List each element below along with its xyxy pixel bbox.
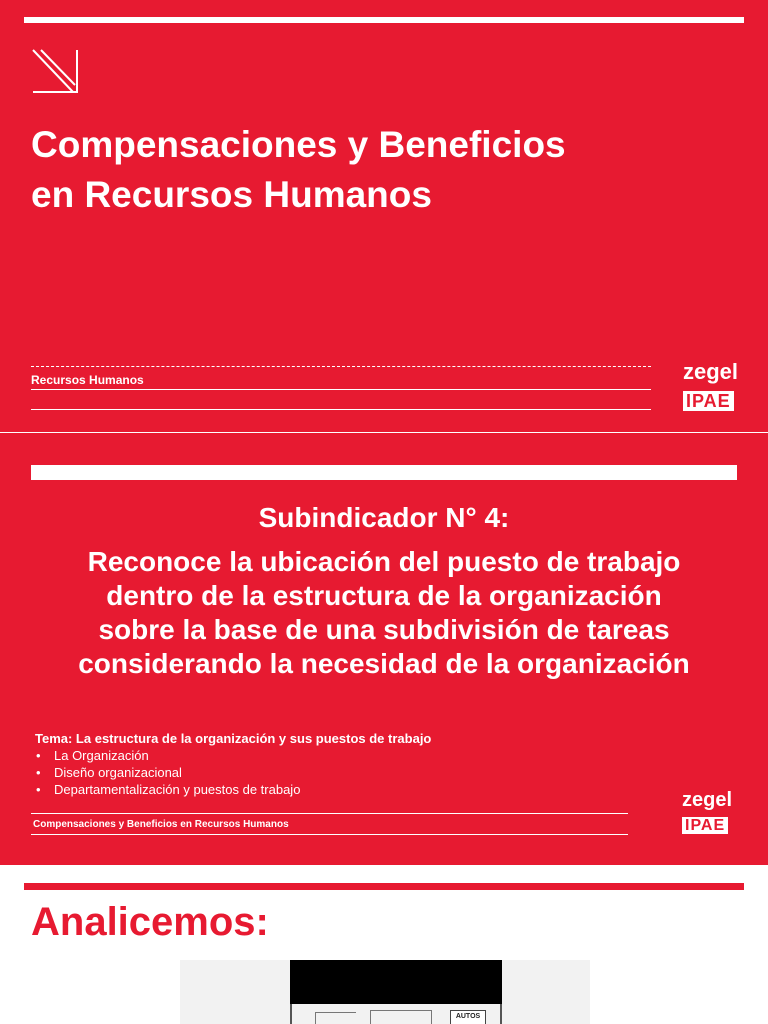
top-white-bar (24, 17, 744, 23)
logo-badge: IPAE (683, 391, 734, 411)
statement-line: dentro de la estructura de la organización (106, 580, 662, 611)
title-line-1: Compensaciones y Beneficios (31, 124, 566, 165)
illustration-sign: AUTOS (450, 1010, 486, 1024)
slide-title: Analicemos: (31, 900, 269, 944)
list-item: • La Organización (36, 748, 149, 763)
logo-word: zegel (682, 789, 733, 811)
zegel-ipae-logo-2 (682, 789, 742, 835)
title-slide (0, 0, 768, 432)
logo-badge: IPAE (682, 817, 728, 834)
statement-line: Reconoce la ubicación del puesto de trabajo (87, 546, 681, 577)
illustration-box (370, 1010, 432, 1024)
list-item: • Departamentalización y puestos de trabajo (36, 782, 301, 797)
footer-course-label: Compensaciones y Beneficios en Recursos Humanos (33, 819, 289, 830)
footer-divider-bottom (31, 834, 628, 835)
topic-list (35, 747, 635, 798)
topic-label: Tema: La estructura de la organización y sus puestos de trabajo (35, 731, 432, 746)
course-label: Recursos Humanos (31, 373, 144, 387)
statement-line: considerando la necesidad de la organización (78, 648, 690, 679)
divider-line-2 (31, 389, 651, 390)
top-red-bar (24, 883, 744, 890)
divider-line-1 (31, 366, 651, 367)
top-white-bar-2 (31, 465, 737, 480)
arrow-down-right-icon (31, 48, 79, 98)
title-line-2: en Recursos Humanos (31, 174, 432, 215)
topic-block (35, 730, 635, 798)
subindicator-statement (0, 545, 768, 681)
statement-line: sobre la base de una subdivisión de tareas (98, 614, 670, 645)
subindicator-heading: Subindicador N° 4: (258, 502, 510, 533)
logo-word: zegel (683, 359, 739, 384)
footer-divider-top (31, 813, 628, 814)
zegel-ipae-logo (683, 361, 747, 412)
objective-slide (0, 433, 768, 865)
illustration-black-panel (290, 960, 502, 1004)
list-item: • Diseño organizacional (36, 765, 182, 780)
illustration-shelf (315, 1012, 356, 1024)
presentation-title (31, 120, 731, 220)
illustration-image (180, 960, 590, 1024)
divider-line-3 (31, 409, 651, 410)
